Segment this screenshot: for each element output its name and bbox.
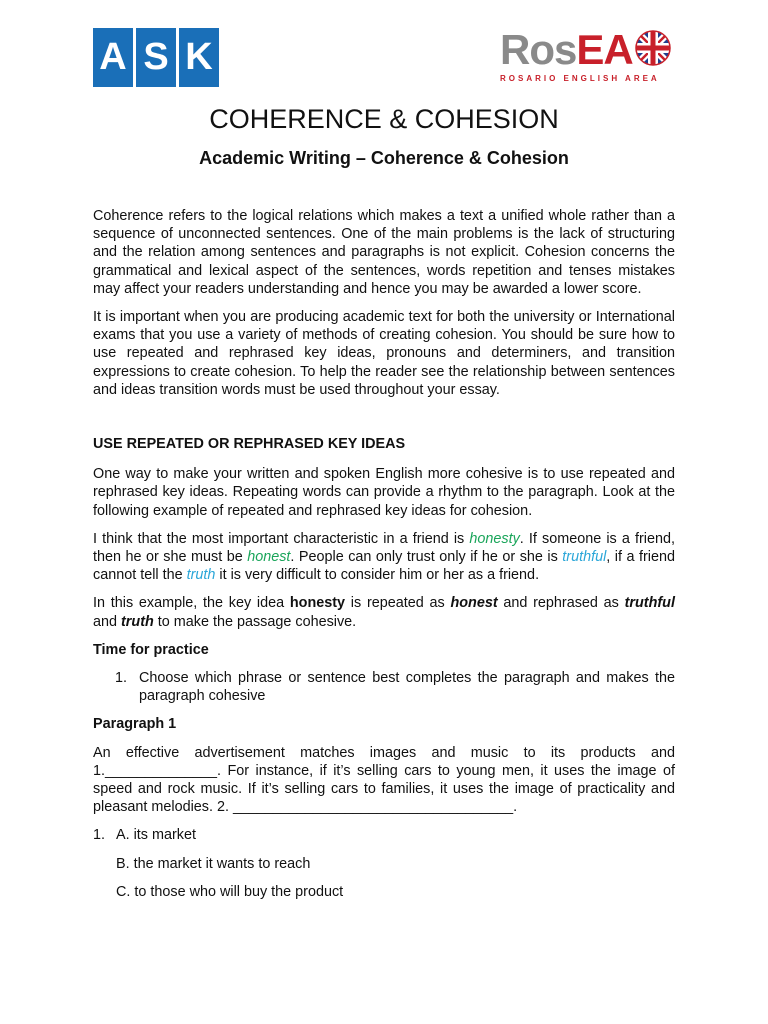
uk-flag-icon (635, 30, 671, 66)
option-c: C. to those who will buy the product (116, 883, 344, 900)
example-paragraph (93, 530, 675, 585)
option-a: A. its market (116, 827, 196, 844)
practice-item-number: 1. (115, 670, 128, 687)
key-idea-honest: honest (450, 595, 498, 612)
explanation-text: and rephrased as (497, 595, 625, 612)
key-word-truthful: truthful (562, 549, 607, 566)
key-word-honest: honest (247, 549, 291, 566)
explanation-text: In this example, the key idea (93, 595, 290, 612)
intro-paragraph-2: It is important when you are producing academic text for both the university or International exams that you use a variety of methods of creating cohesion. You should be sure how to use repeated and rephrased key ideas, pronouns and determiners, and transition expressions to create cohesion. To help the reader see the relationship between sentences and ideas transition words must be used throughout your essay. (93, 309, 675, 398)
rosea-logo-ros: Ros (500, 26, 577, 73)
ask-logo-letter: A (93, 28, 133, 87)
key-idea-truthful: truthful (624, 595, 675, 612)
answer-option (93, 826, 675, 844)
document-body (93, 207, 675, 911)
key-idea-truth: truth (121, 613, 154, 630)
explanation-text: to make the passage cohesive. (153, 613, 357, 630)
explanation-paragraph (93, 594, 675, 630)
example-text: , if a friend cannot tell the (93, 549, 675, 584)
options-number: 1. (93, 827, 106, 844)
intro-paragraph-1: Coherence refers to the logical relations which makes a text a unified whole rather than a sequence of unconnected sentences. One of the main problems is the lack of structuring and the relation among sentences and paragraphs is not explicit. Cohesion concerns the grammatical and lexical aspect of the sentences, words repetition and tenses mistakes may affect your readers understanding and hence you may be awarded a lower score. (93, 208, 675, 297)
page-title: COHERENCE & COHESION (209, 104, 559, 134)
key-idea-honesty: honesty (289, 595, 346, 612)
explanation-text: is repeated as (345, 595, 451, 612)
exercise-paragraph: An effective advertisement matches images and music to its products and 1.______________. For instance, if it’s selling cars to young men, it uses the image of speed and rock music. If it’s selling cars to families, it uses the image of practicality and pleasant melodies. 2. ___________________________________. (93, 744, 675, 816)
ask-logo-letter: K (179, 28, 219, 87)
key-word-honesty: honesty (469, 530, 520, 547)
rosea-logo (500, 28, 688, 88)
section-heading: USE REPEATED OR REPHRASED KEY IDEAS (93, 436, 406, 453)
rosea-logo-subtitle: ROSARIO ENGLISH AREA (500, 74, 660, 83)
example-text: I think that the most important characteristic in a friend is (93, 530, 470, 547)
key-word-truth: truth (186, 567, 216, 584)
explanation-text: and (93, 613, 122, 630)
example-text: . People can only trust only if he or she is (290, 549, 563, 566)
practice-item-text: Choose which phrase or sentence best completes the paragraph and makes the paragraph cohesive (139, 670, 675, 705)
example-text: . If someone is a friend, then he or she must be (93, 530, 675, 566)
section-paragraph: One way to make your written and spoken English more cohesive is to use repeated and rephrased key ideas. Repeating words can provide a rhythm to the paragraph. Look at the following example of repeated and rephrased key ideas for cohesion. (93, 466, 675, 519)
page-subtitle: Academic Writing – Coherence & Cohesion (199, 148, 569, 168)
paragraph-heading: Paragraph 1 (93, 716, 177, 733)
ask-logo (93, 28, 219, 87)
example-text: it is very difficult to consider him or her as a friend. (215, 567, 540, 584)
practice-instruction (93, 669, 675, 705)
rosea-logo-ea: EA (576, 26, 633, 73)
practice-heading: Time for practice (93, 641, 209, 658)
option-b: B. the market it wants to reach (116, 855, 311, 872)
ask-logo-letter: S (136, 28, 176, 87)
